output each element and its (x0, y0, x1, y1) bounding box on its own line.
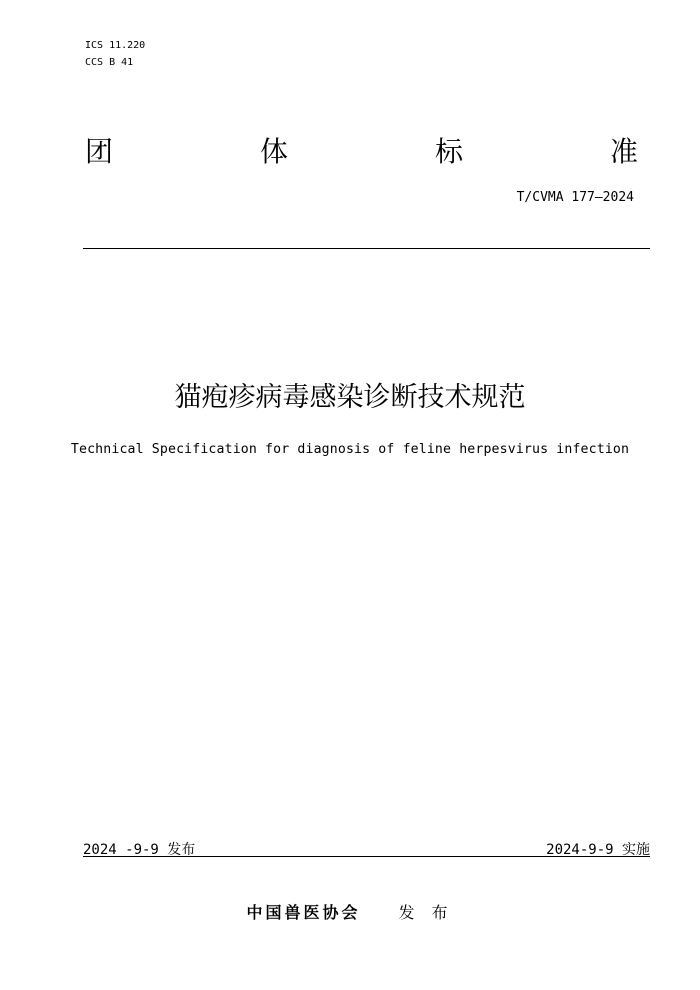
release-date: 2024 -9-9 发布 (83, 842, 196, 858)
standard-number: T/CVMA 177—2024 (516, 190, 634, 205)
publisher-name: 中国兽医协会 (246, 903, 361, 922)
footer-divider (83, 856, 650, 857)
heading-char-4: 准 (609, 135, 638, 168)
header-divider (83, 248, 650, 249)
publisher-action: 发 布 (398, 903, 454, 922)
heading-char-3: 标 (434, 135, 463, 168)
publisher-line (0, 900, 700, 923)
title-chinese: 猫疱疹病毒感染诊断技术规范 (174, 382, 526, 413)
standard-type-heading (85, 134, 638, 170)
classification-codes (85, 37, 145, 71)
implementation-date: 2024-9-9 实施 (546, 842, 650, 858)
ccs-code: CCS B 41 (85, 57, 134, 68)
heading-char-2: 体 (259, 135, 288, 168)
ics-code: ICS 11.220 (85, 40, 146, 51)
title-english: Technical Specification for diagnosis of feline herpesvirus infection (70, 442, 630, 457)
heading-char-1: 团 (85, 135, 114, 168)
